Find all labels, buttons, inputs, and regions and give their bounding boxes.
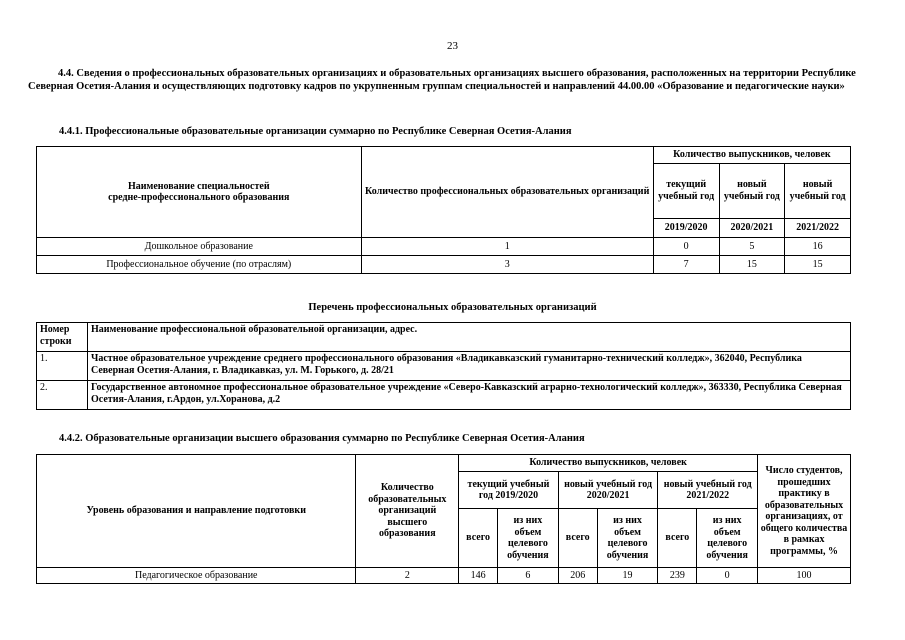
header-specialty: Наименование специальностей средне-профессионального образования [37,147,362,238]
row-value: 16 [785,238,851,256]
header-target: из них объем целевого обучения [498,509,559,568]
table-row [37,381,851,410]
header-practice: Число студентов, прошедших практику в образовательных организациях, от общего количества в рамках программы, % [758,455,851,568]
row-count: 2 [356,568,459,584]
header-year-3: 2021/2022 [785,218,851,237]
header-level: Уровень образования и направление подготовки [37,455,356,568]
row-value: 0 [697,568,758,584]
row-value: 7 [653,256,719,274]
header-org-name: Наименование профессиональной образовательной организации, адрес. [88,323,851,352]
table-row [37,568,851,584]
header-year-3: новый учебный год 2021/2022 [658,472,758,509]
header-year-label-3: новый учебный год [785,164,851,218]
row-name: Дошкольное образование [37,238,362,256]
section-441-heading: 4.4.1. Профессиональные образовательные организации суммарно по Республике Северная Осетия-Алания [59,126,572,137]
row-value: 6 [498,568,559,584]
org-list-table [36,322,851,410]
header-target: из них объем целевого обучения [697,509,758,568]
section-442-heading: 4.4.2. Образовательные организации высшего образования суммарно по Республике Северная Осетия-Алания [59,433,585,444]
header-graduates: Количество выпускников, человек [459,455,758,472]
header-year-1: текущий учебный год 2019/2020 [459,472,559,509]
org-list-heading: Перечень профессиональных образовательных организаций [308,302,597,313]
row-count: 3 [361,256,653,274]
row-value: 206 [558,568,597,584]
row-number: 2. [37,381,88,410]
table-row [37,238,851,256]
header-total: всего [558,509,597,568]
vocational-orgs-table [36,146,851,274]
row-count: 1 [361,238,653,256]
row-value: 15 [785,256,851,274]
header-org-count: Количество образовательных организаций высшего образования [356,455,459,568]
row-name: Профессиональное обучение (по отраслям) [37,256,362,274]
row-org-text: Частное образовательное учреждение среднего профессионального образования «Владикавказский гуманитарно-технический колледж», 362040, Республика Северная Осетия-Алания, г. Владикавказ, ул. М. Горького, д. 28/21 [88,352,851,381]
row-value: 5 [719,238,785,256]
header-year-label-2: новый учебный год [719,164,785,218]
row-name: Педагогическое образование [37,568,356,584]
header-org-count: Количество профессиональных образовательных организаций [361,147,653,238]
row-value: 239 [658,568,697,584]
table-row [37,256,851,274]
header-year-2: новый учебный год 2020/2021 [558,472,658,509]
row-org-text: Государственное автономное профессиональное образовательное учреждение «Северо-Кавказский аграрно-технологический колледж», 363330, Республика Северная Осетия-Алания, г.Ардон, ул.Хоранова, д.2 [88,381,851,410]
row-practice: 100 [758,568,851,584]
row-value: 15 [719,256,785,274]
header-year-1: 2019/2020 [653,218,719,237]
row-value: 19 [597,568,658,584]
table-row [37,352,851,381]
row-number: 1. [37,352,88,381]
header-total: всего [658,509,697,568]
higher-ed-table [36,454,851,584]
row-value: 146 [459,568,498,584]
header-year-2: 2020/2021 [719,218,785,237]
page-number: 23 [447,40,458,52]
header-target: из них объем целевого обучения [597,509,658,568]
intro-paragraph: 4.4. Сведения о профессиональных образовательных организациях и образовательных организациях высшего образования, расположенных на территории Республике Северная Осетия-Алания и осуществляющих подготовку кадров по укрупненным группам специальностей и направлений 44.00.00 «Образование и педагогические науки» [28,68,856,92]
header-row-number: Номер строки [37,323,88,352]
header-year-label-1: текущий учебный год [653,164,719,218]
header-graduates: Количество выпускников, человек [653,147,850,164]
row-value: 0 [653,238,719,256]
header-total: всего [459,509,498,568]
